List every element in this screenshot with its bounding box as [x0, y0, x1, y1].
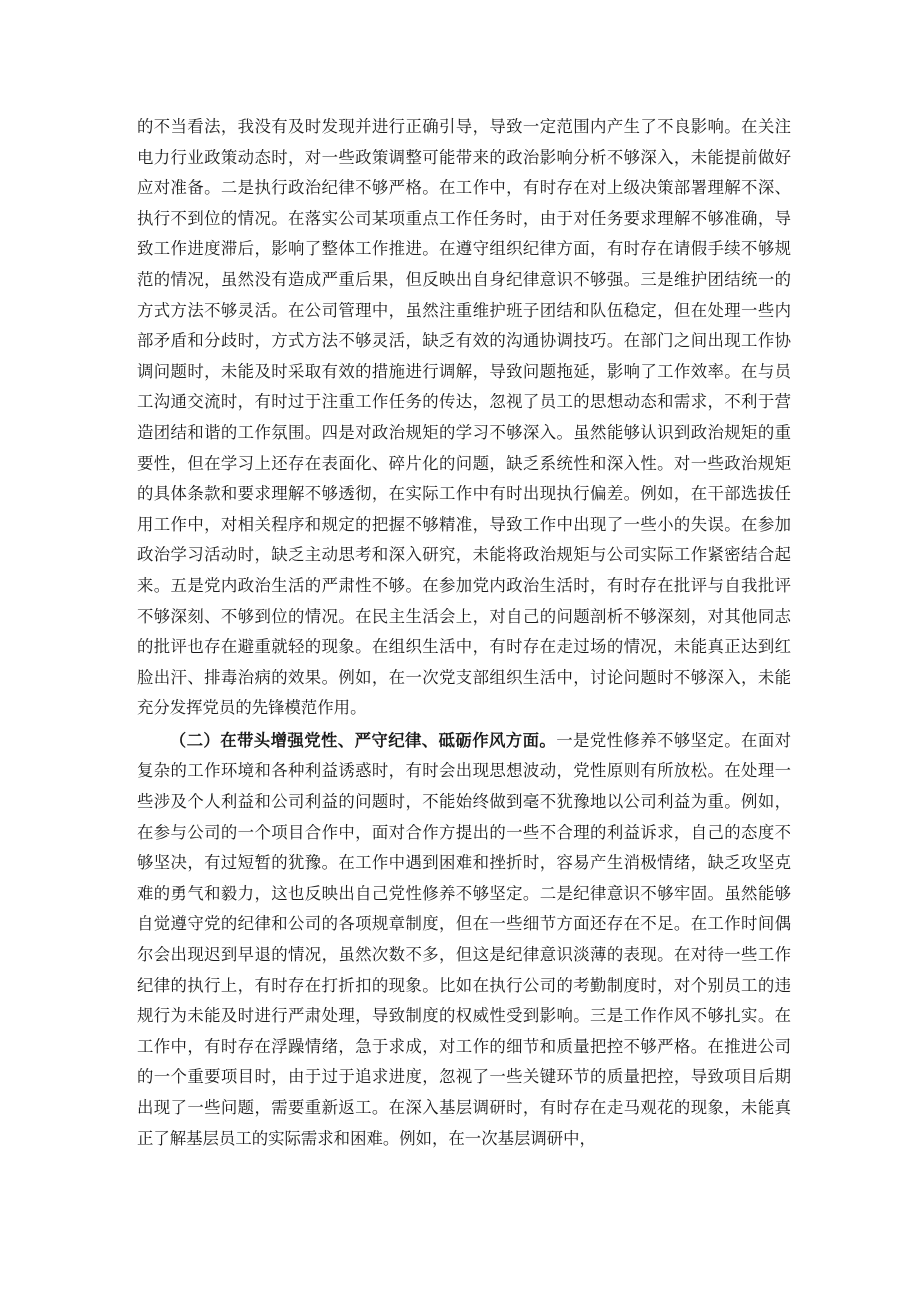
- body-paragraph-continued: 的不当看法，我没有及时发现并进行正确引导，导致一定范围内产生了不良影响。在关注电力行业政策动态时，对一些政策调整可能带来的政治影响分析不够深入，未能提前做好应对准备。二是执行政治纪律不够严格。在工作中，有时存在对上级决策部署理解不深、执行不到位的情况。在落实公司某项重点工作任务时，由于对任务要求理解不够准确，导致工作进度滞后，影响了整体工作推进。在遵守组织纪律方面，有时存在请假手续不够规范的情况，虽然没有造成严重后果，但反映出自身纪律意识不够强。三是维护团结统一的方式方法不够灵活。在公司管理中，虽然注重维护班子团结和队伍稳定，但在处理一些内部矛盾和分歧时，方式方法不够灵活，缺乏有效的沟通协调技巧。在部门之间出现工作协调问题时，未能及时采取有效的措施进行调解，导致问题拖延，影响了工作效率。在与员工沟通交流时，有时过于注重工作任务的传达，忽视了员工的思想动态和需求，不利于营造团结和谐的工作氛围。四是对政治规矩的学习不够深入。虽然能够认识到政治规矩的重要性，但在学习上还存在表面化、碎片化的问题，缺乏系统性和深入性。对一些政治规矩的具体条款和要求理解不够透彻，在实际工作中有时出现执行偏差。例如，在干部选拔任用工作中，对相关程序和规定的把握不够精准，导致工作中出现了一些小的失误。在参加政治学习活动时，缺乏主动思考和深入研究，未能将政治规矩与公司实际工作紧密结合起来。五是党内政治生活的严肃性不够。在参加党内政治生活时，有时存在批评与自我批评不够深刻、不够到位的情况。在民主生活会上，对自己的问题剖析不够深刻，对其他同志的批评也存在避重就轻的现象。在组织生活中，有时存在走过场的情况，未能真正达到红脸出汗、排毒治病的效果。例如，在一次党支部组织生活中，讨论问题时不够深入，未能充分发挥党员的先锋模范作用。: [137, 117, 791, 718]
- body-paragraph-section-2: [137, 726, 791, 1154]
- section-heading: （二）在带头增强党性、严守纪律、砥砺作风方面。: [169, 730, 557, 750]
- document-page: [137, 112, 791, 1154]
- section-body-text: 一是党性修养不够坚定。在面对复杂的工作环境和各种利益诱惑时，有时会出现思想波动，党性原则有所放松。在处理一些涉及个人利益和公司利益的问题时，不能始终做到毫不犹豫地以公司利益为重。例如，在参与公司的一个项目合作中，面对合作方提出的一些不合理的利益诉求，自己的态度不够坚决，有过短暂的犹豫。在工作中遇到困难和挫折时，容易产生消极情绪，缺乏攻坚克难的勇气和毅力，这也反映出自己党性修养不够坚定。二是纪律意识不够牢固。虽然能够自觉遵守党的纪律和公司的各项规章制度，但在一些细节方面还存在不足。在工作时间偶尔会出现迟到早退的情况，虽然次数不多，但这是纪律意识淡薄的表现。在对待一些工作纪律的执行上，有时存在打折扣的现象。比如在执行公司的考勤制度时，对个别员工的违规行为未能及时进行严肃处理，导致制度的权威性受到影响。三是工作作风不够扎实。在工作中，有时存在浮躁情绪，急于求成，对工作的细节和质量把控不够严格。在推进公司的一个重要项目时，由于过于追求进度，忽视了一些关键环节的质量把控，导致项目后期出现了一些问题，需要重新返工。在深入基层调研时，有时存在走马观花的现象，未能真正了解基层员工的实际需求和困难。例如，在一次基层调研中，: [137, 730, 792, 1148]
